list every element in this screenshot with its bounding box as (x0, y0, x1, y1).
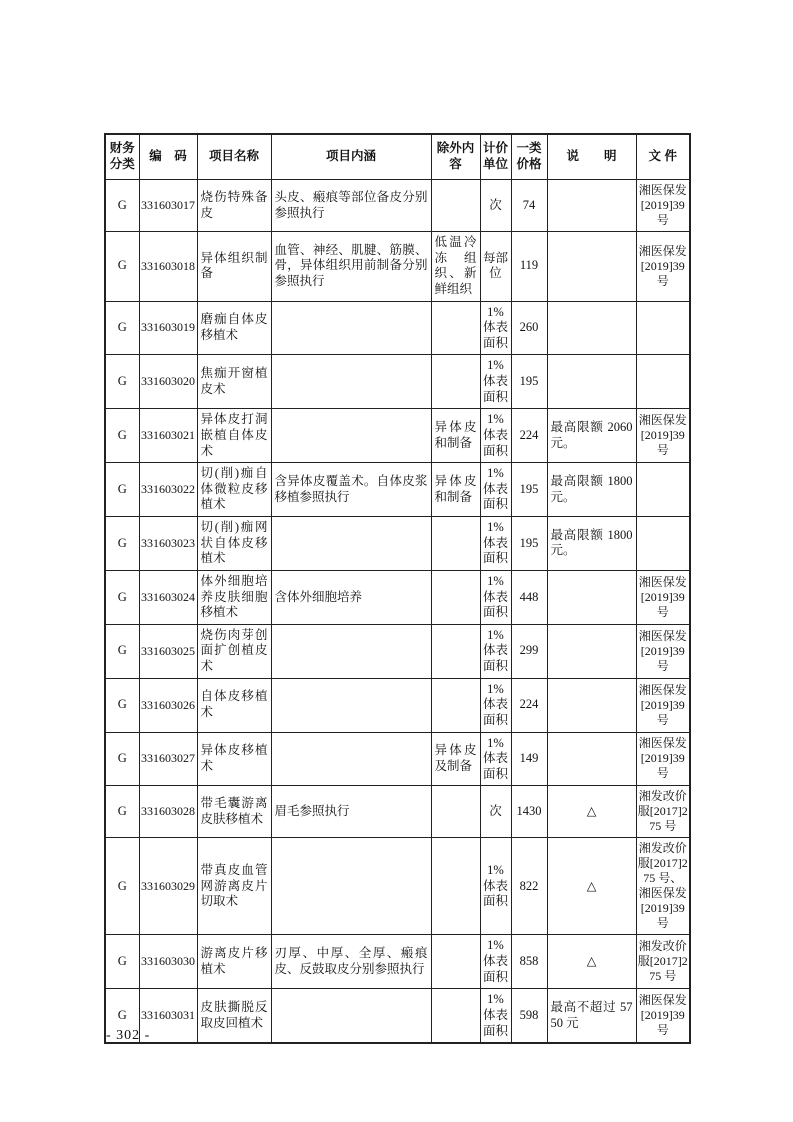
cell-note: 最高不超过 5750 元 (547, 989, 636, 1043)
cell-code: 331603030 (139, 935, 197, 989)
cell-finance-class: G (105, 786, 139, 838)
cell-note: 最高限额 1800 元。 (547, 517, 636, 571)
cell-excluded: 低温冷冻组织、新鲜组织 (431, 232, 480, 302)
cell-item-content: 含体外细胞培养 (271, 570, 431, 624)
cell-finance-class: G (105, 463, 139, 517)
cell-finance-class: G (105, 232, 139, 302)
cell-finance-class: G (105, 838, 139, 935)
cell-item-name: 切(削)痂网状自体皮移植术 (197, 517, 271, 571)
cell-price: 598 (511, 989, 547, 1043)
cell-item-content (271, 624, 431, 678)
cell-excluded (431, 517, 480, 571)
cell-code: 331603026 (139, 678, 197, 732)
cell-code: 331603019 (139, 301, 197, 355)
col-header-code: 编 码 (139, 134, 197, 180)
cell-code: 331603027 (139, 732, 197, 786)
cell-item-content (271, 409, 431, 463)
table-row (105, 409, 690, 463)
cell-excluded (431, 935, 480, 989)
col-header-notes: 说 明 (547, 134, 636, 180)
cell-pricing-unit: 1%体表面积 (480, 838, 511, 935)
cell-item-content (271, 678, 431, 732)
price-table (104, 133, 691, 1044)
cell-price: 448 (511, 570, 547, 624)
cell-item-content: 刃厚、中厚、全厚、瘢痕皮、反鼓取皮分别参照执行 (271, 935, 431, 989)
cell-excluded (431, 838, 480, 935)
cell-pricing-unit: 1%体表面积 (480, 570, 511, 624)
cell-item-content: 血管、神经、肌腱、筋膜、骨，异体组织用前制备分别参照执行 (271, 232, 431, 302)
cell-price: 119 (511, 232, 547, 302)
cell-item-content (271, 732, 431, 786)
cell-code: 331603023 (139, 517, 197, 571)
cell-price: 74 (511, 180, 547, 232)
cell-item-content (271, 989, 431, 1043)
page-number: - 302 - (106, 1028, 151, 1043)
table-row (105, 463, 690, 517)
cell-code: 331603025 (139, 624, 197, 678)
col-header-finance-class: 财务分类 (105, 134, 139, 180)
table-row (105, 570, 690, 624)
cell-item-content (271, 355, 431, 409)
cell-item-name: 游离皮片移植术 (197, 935, 271, 989)
cell-price: 149 (511, 732, 547, 786)
cell-price: 195 (511, 463, 547, 517)
cell-code: 331603017 (139, 180, 197, 232)
cell-document: 湘医保发[2019]39号 (636, 732, 690, 786)
cell-finance-class: G (105, 517, 139, 571)
cell-pricing-unit: 1%体表面积 (480, 517, 511, 571)
cell-item-name: 异体皮移植术 (197, 732, 271, 786)
table-row (105, 838, 690, 935)
cell-note: 最高限额 2060 元。 (547, 409, 636, 463)
cell-finance-class: G (105, 570, 139, 624)
cell-document: 湘医保发[2019]39号 (636, 678, 690, 732)
cell-excluded (431, 301, 480, 355)
cell-excluded (431, 180, 480, 232)
cell-note: △ (547, 935, 636, 989)
cell-document: 湘发改价服[2017]275 号、湘医保发[2019]39号 (636, 838, 690, 935)
cell-document: 湘医保发[2019]39号 (636, 232, 690, 302)
cell-pricing-unit: 1%体表面积 (480, 463, 511, 517)
cell-code: 331603021 (139, 409, 197, 463)
col-header-item-content: 项目内涵 (271, 134, 431, 180)
cell-note (547, 232, 636, 302)
table-row (105, 517, 690, 571)
cell-excluded (431, 786, 480, 838)
cell-item-name: 异体皮打洞嵌植自体皮术 (197, 409, 271, 463)
cell-price: 224 (511, 409, 547, 463)
cell-excluded (431, 678, 480, 732)
cell-price: 1430 (511, 786, 547, 838)
col-header-pricing-unit: 计价单位 (480, 134, 511, 180)
table-row (105, 180, 690, 232)
col-header-class1-price: 一类价格 (511, 134, 547, 180)
cell-code: 331603031 (139, 989, 197, 1043)
cell-note: △ (547, 786, 636, 838)
table-body (105, 180, 690, 1044)
cell-price: 195 (511, 355, 547, 409)
cell-price: 858 (511, 935, 547, 989)
cell-item-name: 自体皮移植术 (197, 678, 271, 732)
cell-code: 331603028 (139, 786, 197, 838)
cell-finance-class: G (105, 678, 139, 732)
cell-excluded (431, 570, 480, 624)
cell-note (547, 624, 636, 678)
cell-price: 822 (511, 838, 547, 935)
table-row (105, 301, 690, 355)
table-row (105, 232, 690, 302)
cell-finance-class: G (105, 624, 139, 678)
cell-finance-class: G (105, 355, 139, 409)
cell-document (636, 355, 690, 409)
cell-excluded (431, 989, 480, 1043)
cell-note (547, 355, 636, 409)
cell-item-name: 带毛囊游离皮肤移植术 (197, 786, 271, 838)
table-row (105, 355, 690, 409)
cell-pricing-unit: 1%体表面积 (480, 409, 511, 463)
cell-document: 湘医保发[2019]39号 (636, 180, 690, 232)
cell-note: 最高限额 1800 元。 (547, 463, 636, 517)
cell-item-content: 眉毛参照执行 (271, 786, 431, 838)
cell-item-name: 焦痂开窗植皮术 (197, 355, 271, 409)
cell-item-content: 含异体皮覆盖术。自体皮浆移植参照执行 (271, 463, 431, 517)
cell-document (636, 463, 690, 517)
table-row (105, 624, 690, 678)
table-header-row (105, 134, 690, 180)
cell-price: 195 (511, 517, 547, 571)
cell-item-name: 烧伤特殊备皮 (197, 180, 271, 232)
cell-pricing-unit: 1%体表面积 (480, 989, 511, 1043)
cell-finance-class: G (105, 732, 139, 786)
cell-pricing-unit: 1%体表面积 (480, 355, 511, 409)
cell-finance-class: G (105, 409, 139, 463)
cell-note (547, 678, 636, 732)
cell-item-name: 烧伤肉芽创面扩创植皮术 (197, 624, 271, 678)
cell-note (547, 180, 636, 232)
cell-pricing-unit: 1%体表面积 (480, 935, 511, 989)
cell-code: 331603018 (139, 232, 197, 302)
cell-code: 331603022 (139, 463, 197, 517)
cell-price: 299 (511, 624, 547, 678)
cell-item-name: 体外细胞培养皮肤细胞移植术 (197, 570, 271, 624)
cell-note (547, 301, 636, 355)
cell-price: 224 (511, 678, 547, 732)
cell-finance-class: G (105, 180, 139, 232)
cell-note (547, 732, 636, 786)
cell-item-content (271, 301, 431, 355)
cell-pricing-unit: 1%体表面积 (480, 678, 511, 732)
cell-item-name: 切(削)痂自体微粒皮移植术 (197, 463, 271, 517)
cell-pricing-unit: 次 (480, 786, 511, 838)
cell-item-name: 带真皮血管网游离皮片切取术 (197, 838, 271, 935)
cell-document: 湘医保发[2019]39号 (636, 570, 690, 624)
cell-item-name: 异体组织制备 (197, 232, 271, 302)
cell-document: 湘医保发[2019]39号 (636, 409, 690, 463)
cell-note (547, 570, 636, 624)
table-row (105, 678, 690, 732)
cell-finance-class: G (105, 935, 139, 989)
cell-document (636, 301, 690, 355)
cell-price: 260 (511, 301, 547, 355)
table-row (105, 786, 690, 838)
cell-document: 湘发改价服[2017]275 号 (636, 786, 690, 838)
cell-pricing-unit: 次 (480, 180, 511, 232)
table-row (105, 732, 690, 786)
cell-excluded: 异体皮及制备 (431, 732, 480, 786)
col-header-document: 文 件 (636, 134, 690, 180)
cell-code: 331603020 (139, 355, 197, 409)
col-header-excluded-content: 除外内容 (431, 134, 480, 180)
cell-document: 湘医保发[2019]39号 (636, 624, 690, 678)
cell-finance-class: G (105, 989, 139, 1043)
cell-item-content (271, 838, 431, 935)
cell-document: 湘发改价服[2017]275 号 (636, 935, 690, 989)
cell-item-content (271, 517, 431, 571)
cell-note: △ (547, 838, 636, 935)
cell-code: 331603024 (139, 570, 197, 624)
cell-excluded (431, 355, 480, 409)
cell-item-name: 皮肤撕脱反取皮回植术 (197, 989, 271, 1043)
cell-item-name: 磨痂自体皮移植术 (197, 301, 271, 355)
cell-pricing-unit: 每部位 (480, 232, 511, 302)
cell-code: 331603029 (139, 838, 197, 935)
col-header-item-name: 项目名称 (197, 134, 271, 180)
cell-pricing-unit: 1%体表面积 (480, 732, 511, 786)
table-row (105, 989, 690, 1043)
cell-excluded (431, 624, 480, 678)
cell-document (636, 517, 690, 571)
cell-item-content: 头皮、瘢痕等部位备皮分别参照执行 (271, 180, 431, 232)
cell-document: 湘医保发[2019]39号 (636, 989, 690, 1043)
cell-excluded: 异体皮和制备 (431, 463, 480, 517)
cell-finance-class: G (105, 301, 139, 355)
cell-pricing-unit: 1%体表面积 (480, 624, 511, 678)
cell-excluded: 异体皮和制备 (431, 409, 480, 463)
cell-pricing-unit: 1%体表面积 (480, 301, 511, 355)
table-row (105, 935, 690, 989)
